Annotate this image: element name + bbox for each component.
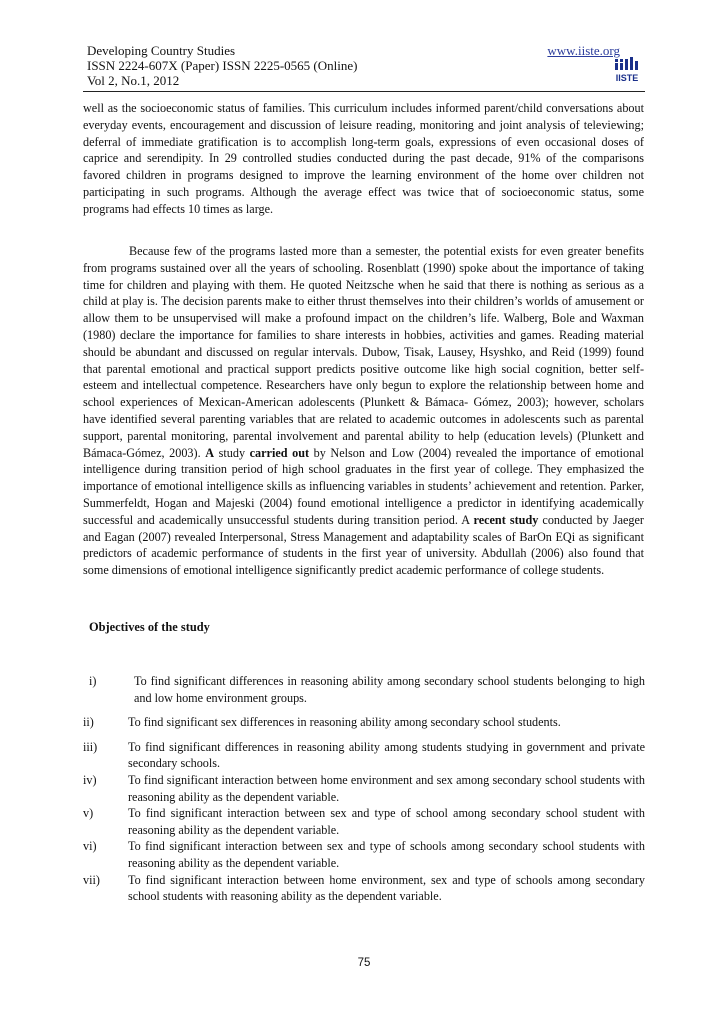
objective-number: ii) bbox=[83, 715, 94, 730]
objective-item bbox=[83, 838, 645, 871]
objective-number: iv) bbox=[83, 772, 97, 787]
objective-text: To find significant sex differences in reasoning ability among secondary school students. bbox=[128, 715, 561, 730]
objective-item bbox=[83, 714, 645, 731]
objective-item bbox=[83, 805, 645, 838]
journal-url-link[interactable]: www.iiste.org bbox=[547, 43, 620, 58]
issn-line: ISSN 2224-607X (Paper) ISSN 2225-0565 (Online) bbox=[87, 58, 358, 73]
objective-number: vi) bbox=[83, 839, 97, 854]
paragraph-2-bold-recent-study: recent study bbox=[473, 512, 539, 527]
paragraph-2-bold-carried-out: carried out bbox=[249, 445, 310, 460]
header-rule bbox=[83, 91, 645, 92]
paragraph-2 bbox=[83, 243, 644, 579]
objective-number: iii) bbox=[83, 739, 98, 754]
objective-text: To find significant differences in reasoning ability among secondary school students belonging to high and low home environment groups. bbox=[134, 674, 645, 705]
paragraph-1: well as the socioeconomic status of families. This curriculum includes informed parent/child conversations about everyday events, encouragement and discussion of leisure reading, monitoring and joint analysis of televiewing; deferral of immediate gratification is to accomplish long-term goals, expressions of even occasional doses of caprice and serendipity. In 29 controlled studies conducted during the past decade, 91% of the comparisons favored children in programs designed to improve the learning environment of the home over children not participating in such programs. Although the average effect was twice that of socioeconomic status, some programs had effects 10 times as large. bbox=[83, 101, 644, 216]
page-number: 75 bbox=[357, 957, 371, 969]
objective-text: To find significant differences in reasoning ability among students studying in government and private secondary schools. bbox=[128, 739, 645, 771]
objective-number: i) bbox=[89, 674, 97, 688]
paragraph-2-text-a: Because few of the programs lasted more than a semester, the potential exists for even greater benefits from programs sustained over all the years of schooling. Rosenblatt (1990) spoke about the importance of taking time for children and playing with them. He quoted Neitzsche when he said that there is nothing as serious as a child at play is. The decision parents make to either thrust themselves into their children’s worlds of amusement or allow them to be unsupervised will make a profound impact on the children’s life. Walberg, Bole and Waxman (1980) declare the importance for families to share interests in hobbies, activities and games. Reading material should be abundant and discussed on regular intervals. Dubow, Tisak, Lausey, Hsyshko, and Reid (1999) found that parental emotional and practical support predicts positive outcome like high social cognition, better self-esteem and intellectual competence. Researchers have only begun to explore the relationship between home and school experiences of Mexican-American adolescents (Plunkett & Bámaca- Gómez, 2003); however, scholars have identified several parenting variables that are related to academic outcomes in adolescents such as parental support, parental monitoring, parental involvement and parental ability to help (education levels) (Plunkett and Bámaca-Gómez, 2003). bbox=[83, 244, 644, 460]
objective-item bbox=[83, 739, 645, 772]
paragraph-2-text-b: study bbox=[214, 445, 250, 460]
objective-item bbox=[83, 772, 645, 805]
objectives-list bbox=[83, 673, 645, 905]
iiste-logo-icon bbox=[613, 56, 641, 84]
objective-text: To find significant interaction between sex and type of school among secondary school student with reasoning ability as the dependent variable. bbox=[128, 806, 645, 837]
objective-item bbox=[89, 673, 645, 706]
objective-number: v) bbox=[83, 806, 94, 821]
logo-text: IISTE bbox=[615, 73, 639, 83]
running-header bbox=[87, 43, 647, 88]
objective-text: To find significant interaction between home environment and sex among secondary school students with reasoning ability as the dependent variable. bbox=[128, 772, 645, 804]
objective-item bbox=[83, 872, 645, 905]
objective-number: vii) bbox=[83, 872, 100, 887]
paragraph-2-text-c: by Nelson and Low (2004) revealed the importance of emotional intelligence during transition period of high school graduates in the first year of college. They emphasized the importance of emotional intelligence skills as influencing variables in students’ achievement and retention. Parker, Summerfeldt, Hogan and Majeski (2004) found emotional intelligence a predictor in identifying academically successful and academically unsuccessful students during transition period. A bbox=[83, 445, 645, 527]
journal-name: Developing Country Studies bbox=[87, 43, 236, 58]
paragraph-2-bold-a: A bbox=[205, 445, 215, 460]
volume-line: Vol 2, No.1, 2012 bbox=[87, 73, 180, 88]
objective-text: To find significant interaction between home environment, sex and type of schools among secondary school students with reasoning ability as the dependent variable. bbox=[128, 872, 645, 904]
section-heading: Objectives of the study bbox=[89, 620, 210, 634]
objective-text: To find significant interaction between sex and type of schools among secondary school students with reasoning ability as the dependent variable. bbox=[128, 839, 645, 870]
paragraph-2-text-d: conducted by Jaeger and Eagan (2007) revealed Interpersonal, Stress Management and adaptability scales of BarOn EQi as significant predictors of academic performance of students in the first year of university. Abdullah (2006) also found that some dimensions of emotional intelligence significantly predict academic performance of college students. bbox=[83, 512, 644, 578]
